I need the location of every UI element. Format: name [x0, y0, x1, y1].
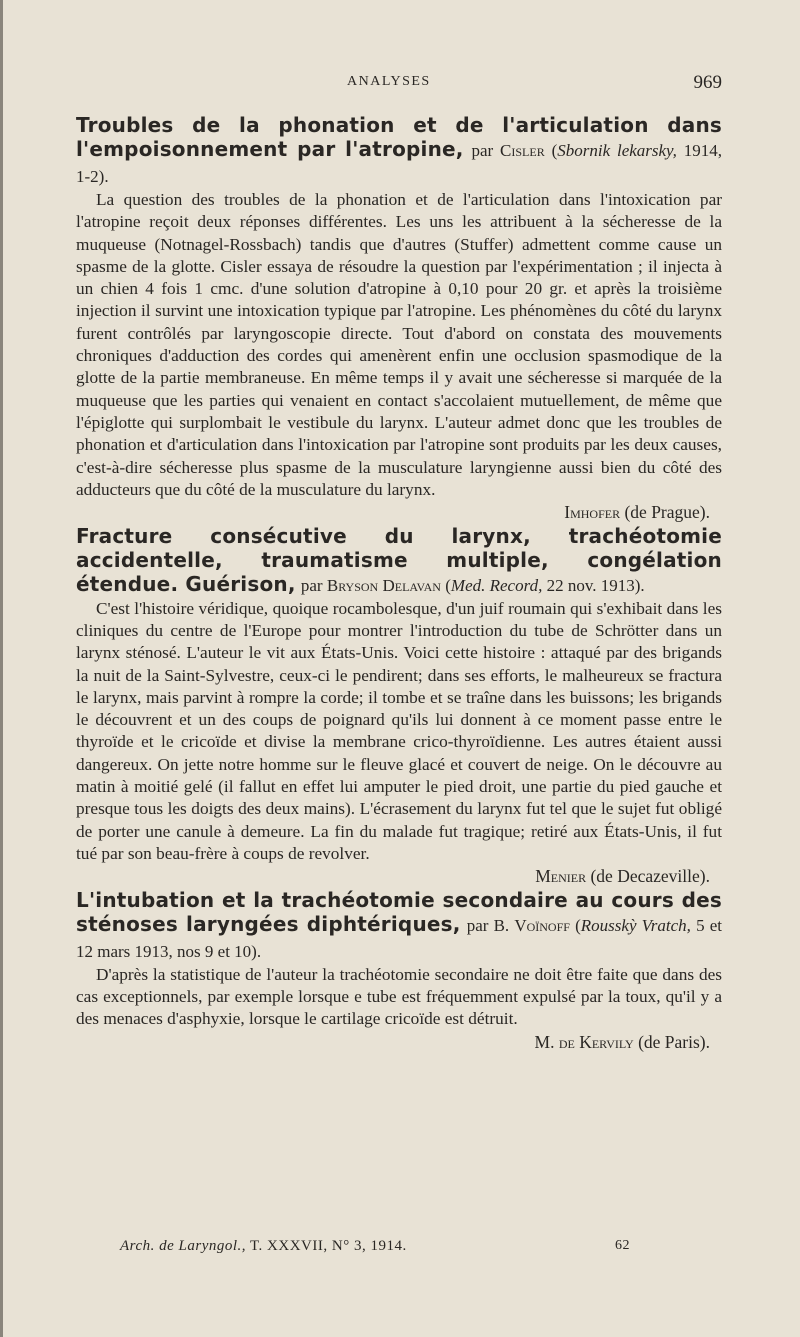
article-reference: par B. Voïnoff (Rousskỳ Vratch, 5 et 12 mars 1913, nos 9 et 10).	[76, 915, 722, 961]
article-body: D'après la statistique de l'auteur la trachéotomie secondaire ne doit être faite que dans des cas exceptionnels, par exemple lorsque e tube est fréquemment expulsé par la toux, qu'il y a des menaces d'asphyxie, lorsque le cartilage cricoïde est détruit.	[76, 964, 722, 1029]
article-body: La question des troubles de la phonation et de l'articulation dans l'intoxication par l'atropine reçoit deux réponses différentes. Les uns les attribuent à la sécheresse de la muqueuse (Notnagel-Rossbach) tandis que d'autres (Stuffer) admettent comme cause un spasme de la glotte. Cisler essaya de résoudre la question par l'expérimentation ; il injecta à un chien 4 fois 1 cmc. d'une solution d'atropine à 0,10 pour 20 gr. et après la troisième injection il survint une intoxication typique par l'atropine. Les phénomènes du côté du larynx furent contrôlés par laryngoscopie directe. Tout d'abord on constata des mouvements chroniques d'adduction des cordes qui amenèrent enfin une occlusion spasmodique de la glotte de la partie membraneuse. En même temps il y avait une sécheresse si marquée de la muqueuse que les parties qui venaient en contact s'accolaient mutuellement, de même que l'épiglotte qui surplombait le vestibule du larynx. L'auteur admet donc que les troubles de phonation et d'articulation dans l'intoxication par l'atropine sont produits par les deux causes, c'est-à-dire sécheresse plus spasme de la musculature laryngienne aussi bien du côté des adducteurs que du côté de la musculature du larynx.	[76, 190, 722, 499]
page-number: 969	[693, 72, 722, 93]
signature-place: (de Prague).	[624, 502, 710, 523]
page-header	[76, 72, 722, 96]
article-title-text: L'intubation et la trachéotomie secondaire au cours des sténoses laryngées diphtériques,	[76, 887, 722, 936]
article-signature	[76, 1031, 710, 1054]
by-word: par B.	[466, 915, 510, 935]
article-body: C'est l'histoire véridique, quoique rocambolesque, d'un juif roumain qui s'exhibait dans les cliniques du centre de l'Europe pour montrer l'introduction du tube de Schrötter dans un larynx sténosé. L'auteur le vit aux États-Unis. Voici cette histoire : attaqué par des brigands la nuit de la Saint-Sylvestre, ceux-ci le pendirent; dans ses efforts, le malheureux se fractura le larynx, mais parvint à rompre la corde; il tombe et se traîne dans les buissons; les brigands le découvrent et un des coups de poignard qu'ils lui donnent à ce moment passe entre le thyroïde et le cricoïde et divise la membrane crico-thyroïdienne. Les autres étaient aussi dangereux. On jette notre homme sur le fleuve glacé et couvert de neige. On le découvre au matin à moitié gelé (il fallut en effet lui amputer le pied droit, une partie du pied gauche et presque tous les doigts des deux mains). L'écrasement du larynx fut tel que le sujet fut obligé de porter une canule à demeure. La fin du malade fut tragique; retiré aux États-Unis, il fut tué par son beau-frère à coups de revolver.	[76, 598, 722, 863]
journal-name: Sbornik lekarsky,	[557, 141, 677, 160]
citation: 1914, 1-2).	[76, 141, 723, 186]
article-title-text: Fracture consécutive du larynx, trachéotomie accidentelle, traumatisme multiple, congélation étendue. Guérison,	[76, 523, 722, 596]
signature-mark: 62	[615, 1238, 630, 1253]
article-signature	[76, 865, 710, 888]
article-title	[76, 524, 722, 598]
article-larynx-fracture	[76, 524, 722, 888]
by-word: par	[300, 575, 323, 595]
article-title	[76, 113, 722, 189]
author-name: Bryson Delavan	[326, 575, 441, 595]
journal-name: Rousskỳ Vratch,	[580, 915, 691, 935]
footer-volume: T. XXXVII, N° 3, 1914.	[250, 1238, 407, 1254]
signature-name: Imhofer	[564, 502, 621, 523]
citation: 22 nov. 1913).	[546, 575, 645, 595]
article-reference: par Bryson Delavan (Med. Record, 22 nov. 1913).	[300, 575, 645, 595]
page-content	[76, 113, 722, 1053]
citation: 5 et 12 mars 1913, nos 9 et 10).	[76, 915, 722, 961]
binding-edge	[0, 0, 3, 1337]
author-name: Cisler	[500, 141, 545, 160]
signature-place: (de Decazeville).	[590, 866, 710, 887]
by-word: par	[471, 141, 494, 160]
signature-name: M. de Kervily	[534, 1031, 634, 1052]
footer-journal: Arch. de Laryngol.,	[120, 1238, 247, 1254]
article-intubation	[76, 888, 722, 1053]
article-title	[76, 888, 722, 964]
page-footer	[120, 1238, 630, 1255]
running-title: ANALYSES	[347, 74, 431, 89]
journal-name: Med. Record,	[450, 575, 543, 595]
article-atropine	[76, 113, 722, 524]
signature-name: Menier	[535, 866, 587, 887]
author-name: Voïnoff	[514, 915, 570, 935]
article-reference: par Cisler (Sbornik lekarsky, 1914, 1-2).	[76, 141, 723, 186]
article-signature	[76, 501, 710, 524]
signature-place: (de Paris).	[638, 1031, 710, 1052]
article-title-text: Troubles de la phonation et de l'articulation dans l'empoisonnement par l'atropine,	[76, 113, 722, 161]
